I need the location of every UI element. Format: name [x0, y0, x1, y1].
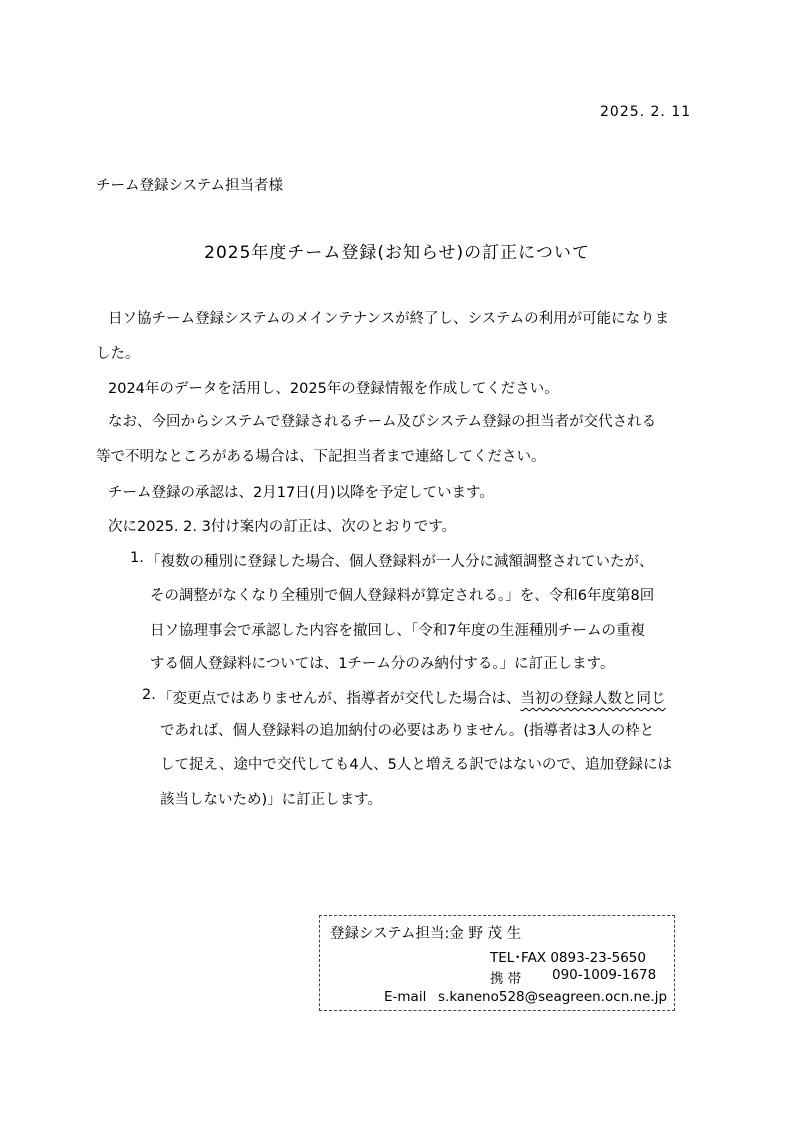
document-date: 2025. 2. 11	[600, 104, 692, 120]
document-title: 2025年度チーム登録(お知らせ)の訂正について	[204, 243, 590, 263]
contact-box	[319, 915, 675, 1011]
paragraph-1-line-1: 日ソ協チーム登録システムのメインテナンスが終了し、システムの利用が可能になりま	[108, 311, 670, 327]
item-1-number: 1.	[130, 550, 144, 566]
item-2-line-1	[158, 687, 666, 708]
addressee: チーム登録システム担当者様	[96, 178, 284, 194]
paragraph-2: 2024年のデータを活用し、2025年の登録情報を作成してください。	[108, 381, 559, 397]
contact-telfax: TEL･FAX 0893-23-5650	[490, 950, 646, 966]
contact-email-label: E-mail	[384, 989, 427, 1005]
contact-label: 登録システム担当:金 野 茂 生	[330, 926, 522, 942]
paragraph-3-line-2: 等で不明なところがある場合は、下記担当者まで連絡してください。	[96, 449, 546, 465]
item-1-line-4: する個人登録料については、1チーム分のみ納付する。」に訂正します。	[150, 656, 615, 672]
item-1-line-2: その調整がなくなり全種別で個人登録料が算定される。」を、令和6年度第8回	[150, 588, 655, 604]
item-2-line-1-text: 「変更点ではありませんが、指導者が交代した場合は、	[158, 691, 521, 707]
item-2-number: 2.	[142, 687, 156, 703]
item-2-line-2: であれば、個人登録料の追加納付の必要はありません。(指導者は3人の枠と	[160, 723, 655, 739]
item-2-line-4: 該当しないため)」に訂正します。	[160, 792, 382, 808]
contact-email[interactable]: s.kaneno528@seagreen.ocn.ne.jp	[438, 989, 668, 1005]
contact-mobile-label: 携 帯	[490, 971, 522, 987]
paragraph-1-line-2: した。	[96, 346, 140, 362]
contact-mobile: 090-1009-1678	[552, 967, 657, 983]
item-1-line-1: 「複数の種別に登録した場合、個人登録料が一人分に減額調整されていたが、	[146, 554, 654, 570]
item-2-line-3: して捉え、途中で交代しても4人、5人と増える訳ではないので、追加登録には	[160, 757, 673, 773]
item-2-emphasis: 当初の登録人数と同じ	[520, 691, 666, 707]
paragraph-4: チーム登録の承認は、2月17日(月)以降を予定しています。	[108, 485, 494, 501]
paragraph-3-line-1: なお、今回からシステムで登録されるチーム及びシステム登録の担当者が交代される	[108, 414, 657, 430]
item-1-line-3: 日ソ協理事会で承認した内容を撤回し、「令和7年度の生涯種別チームの重複	[150, 623, 645, 639]
paragraph-5: 次に2025. 2. 3付け案内の訂正は、次のとおりです。	[108, 519, 457, 535]
